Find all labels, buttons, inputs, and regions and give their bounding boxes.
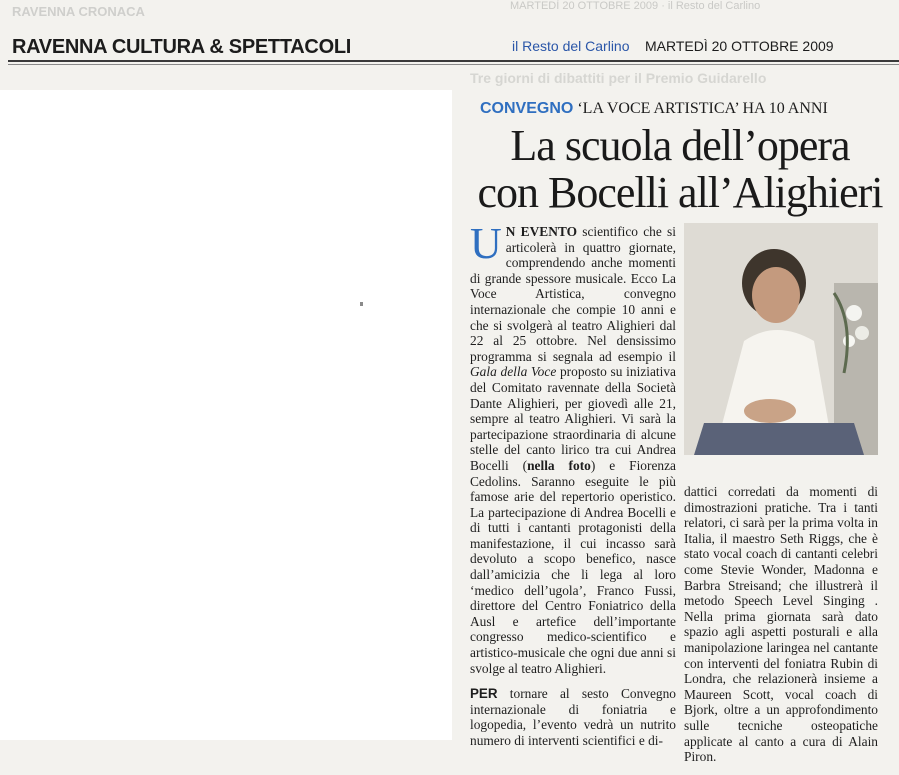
stray-mark	[360, 302, 363, 306]
paragraph-2	[470, 686, 676, 748]
section-title: RAVENNA CULTURA & SPETTACOLI	[12, 36, 351, 58]
paragraph-2-text: tornare al sesto Convegno internazionale di foniatria e logopedia, l’evento vedrà un nutrito numero di interventi scientifici e di-	[470, 686, 676, 748]
article-kicker	[480, 100, 880, 118]
drop-cap: U	[470, 219, 502, 268]
bleed-through-text-top: MARTEDÌ 20 OTTOBRE 2009 · il Resto del Carlino	[510, 0, 761, 12]
bocelli-photo	[684, 223, 878, 455]
paragraph-3: dattici corredati da momenti di dimostrazioni pratiche. Tra i tanti relatori, ci sarà per la prima volta in Italia, il maestro Seth Riggs, che è stato vocal coach di cantanti celebri come Stevie Wonder, Madonna e Barbra Streisand; che illustrerà il metodo Speech Level Singing . Nella prima giornata sarà dato spazio agli aspetti posturali e alla manipolazione laringea nel cantante con interventi del foniatra Rubin di Londra, che relazionerà insieme a Maureen Scott, vocal coach di Bjork, oltre a un approfondimento sulle tecniche osteopatiche applicate al canto a cura di Alain Piron.	[684, 484, 878, 765]
page-header	[0, 20, 899, 64]
paragraph-2-lead: PER	[470, 686, 498, 702]
kicker-label: CONVEGNO	[480, 100, 574, 117]
paragraph-1	[470, 219, 677, 676]
bleed-through-headline: Tre giorni di dibattiti per il Premio Guidarello	[470, 70, 767, 86]
article-column-2	[684, 484, 878, 775]
paragraph-1-italic: Gala della Voce	[470, 364, 557, 380]
kicker-text: ‘LA VOCE ARTISTICA’ HA 10 ANNI	[573, 100, 828, 117]
paragraph-1-bold: nella foto	[527, 457, 591, 473]
blank-cutout-area	[0, 90, 452, 740]
photo-illustration	[684, 223, 878, 455]
bleed-through-text-left: RAVENNA CRONACA	[12, 4, 145, 18]
newspaper-name: il Resto del Carlino	[512, 38, 630, 54]
paragraph-1-text-b: proposto su iniziativa del Comitato ravennate della Società Dante Alighieri, per giovedì alle 21, sempre al teatro Alighieri. Vi sarà la partecipazione straordinaria di alcune stelle del canto lirico tra cui Andrea Bocelli (	[470, 364, 677, 473]
paragraph-1-text-c: ) e Fiorenza Cedolins. Saranno eseguite le più famose arie del repertorio operistico. La partecipazione di Andrea Bocelli e di tutti i cantanti protagonisti della manifestazione, il cui incasso sarà devoluto a scopo benefico, nasce dall’amicizia che li lega al loro ‘medico dell’ugola’, Franco Fussi, direttore del Centro Foniatrico della Ausl e artefice dell’importante congresso medico-scientifico e artistico-musicale che ogni due anni si svolge al teatro Alighieri.	[470, 457, 676, 676]
publication-date: MARTEDÌ 20 OTTOBRE 2009	[645, 38, 834, 54]
article-headline	[470, 122, 890, 216]
header-rule	[8, 60, 899, 62]
headline-line-1: La scuola dell’opera	[510, 121, 850, 170]
headline-line-2: con Bocelli all’Alighieri	[477, 168, 883, 217]
paragraph-1-text-a: scientifico che si articolerà in quattro giornate, comprendendo anche momenti di grande spessore musicale. Ecco La Voce Artistica, convegno internazionale che compie 10 anni e che si svolgerà al teatro Alighieri dal 22 al 25 ottobre. Nel densissimo programma si segnala ad esempio il	[470, 224, 676, 364]
article-column-1	[470, 219, 677, 759]
header-rule-thin	[8, 64, 899, 65]
lead-caps: N EVENTO	[505, 224, 577, 239]
